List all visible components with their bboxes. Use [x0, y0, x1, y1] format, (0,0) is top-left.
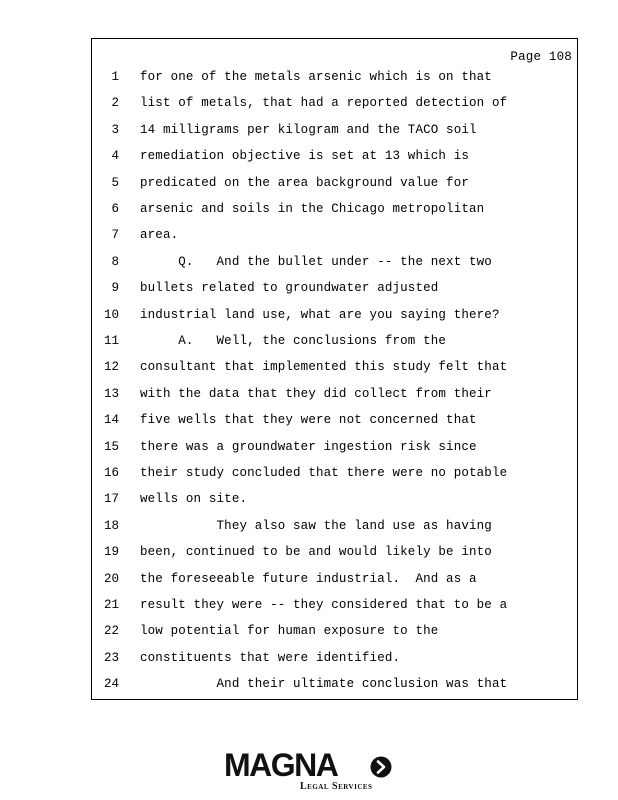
- transcript-line: [92, 360, 577, 386]
- line-number: 19: [103, 545, 119, 560]
- line-text: They also saw the land use as having: [140, 518, 492, 533]
- line-number: 18: [103, 518, 119, 533]
- line-text: there was a groundwater ingestion risk since: [140, 439, 477, 454]
- transcript-line: [92, 651, 577, 677]
- logo-wordmark: MAGNA: [224, 747, 338, 783]
- transcript-line: [92, 228, 577, 254]
- transcript-line: [92, 519, 577, 545]
- transcript-line: [92, 440, 577, 466]
- transcript-line: [92, 176, 577, 202]
- line-number: 3: [111, 122, 119, 137]
- line-number: 12: [103, 360, 119, 375]
- transcript-line: [92, 677, 577, 703]
- line-text: industrial land use, what are you saying there?: [140, 307, 500, 322]
- line-text: arsenic and soils in the Chicago metropolitan: [140, 202, 485, 216]
- transcript-page: [91, 38, 578, 700]
- transcript-line: [92, 149, 577, 175]
- line-text: wells on site.: [140, 492, 248, 507]
- line-text: with the data that they did collect from their: [140, 386, 492, 401]
- line-number: 2: [111, 96, 119, 111]
- line-text: list of metals, that had a reported detection of: [140, 96, 508, 111]
- line-text: Q. And the bullet under -- the next two: [140, 254, 492, 269]
- transcript-line: [92, 387, 577, 413]
- line-text: been, continued to be and would likely be into: [140, 545, 492, 560]
- transcript-line: [92, 624, 577, 650]
- line-text: predicated on the area background value for: [140, 175, 470, 190]
- transcript-line: [92, 466, 577, 492]
- line-number: 23: [103, 650, 119, 665]
- line-number: 13: [103, 386, 119, 401]
- line-number: 4: [111, 149, 119, 164]
- line-text: bullets related to groundwater adjusted: [140, 281, 439, 296]
- chevron-right-circle-icon: [370, 756, 392, 778]
- line-text: area.: [140, 228, 179, 243]
- line-number: 22: [103, 624, 119, 639]
- transcript-line: [92, 598, 577, 624]
- line-number: 1: [111, 70, 119, 84]
- line-number: 6: [111, 202, 119, 216]
- line-text: consultant that implemented this study felt that: [140, 360, 508, 375]
- line-number: 16: [103, 466, 119, 480]
- transcript-line: [92, 572, 577, 598]
- transcript-line: [92, 70, 577, 96]
- transcript-line: [92, 545, 577, 571]
- line-text: constituents that were identified.: [140, 650, 401, 665]
- line-text: five wells that they were not concerned that: [140, 413, 477, 428]
- line-text: low potential for human exposure to the: [140, 624, 439, 639]
- line-text: remediation objective is set at 13 which is: [140, 149, 470, 164]
- transcript-line: [92, 281, 577, 307]
- transcript-line: [92, 123, 577, 149]
- transcript-line: [92, 255, 577, 281]
- line-number: 15: [103, 439, 119, 454]
- line-text: for one of the metals arsenic which is on that: [140, 70, 492, 84]
- line-number: 10: [103, 307, 119, 322]
- line-number: 24: [103, 677, 119, 692]
- line-text: their study concluded that there were no potable: [140, 466, 508, 480]
- line-number: 8: [111, 254, 119, 269]
- line-number: 20: [103, 571, 119, 586]
- transcript-line: [92, 96, 577, 122]
- line-number: 11: [103, 334, 119, 348]
- line-text: result they were -- they considered that to be a: [140, 598, 508, 612]
- transcript-line: [92, 492, 577, 518]
- transcript-line: [92, 202, 577, 228]
- transcript-line: [92, 413, 577, 439]
- line-number: 21: [103, 598, 119, 612]
- line-text: And their ultimate conclusion was that: [140, 677, 508, 692]
- line-number: 14: [103, 413, 119, 428]
- magna-logo: [224, 748, 396, 794]
- line-text: A. Well, the conclusions from the: [140, 334, 447, 348]
- line-number: 17: [103, 492, 119, 507]
- line-text: 14 milligrams per kilogram and the TACO soil: [140, 122, 477, 137]
- line-number: 5: [111, 175, 119, 190]
- transcript-line: [92, 334, 577, 360]
- line-number: 9: [111, 281, 119, 296]
- page-number: Page 108: [510, 50, 572, 64]
- transcript-line: [92, 308, 577, 334]
- logo-subtitle: Legal Services: [300, 781, 373, 792]
- line-number: 7: [111, 228, 119, 243]
- line-text: the foreseeable future industrial. And as a: [140, 571, 477, 586]
